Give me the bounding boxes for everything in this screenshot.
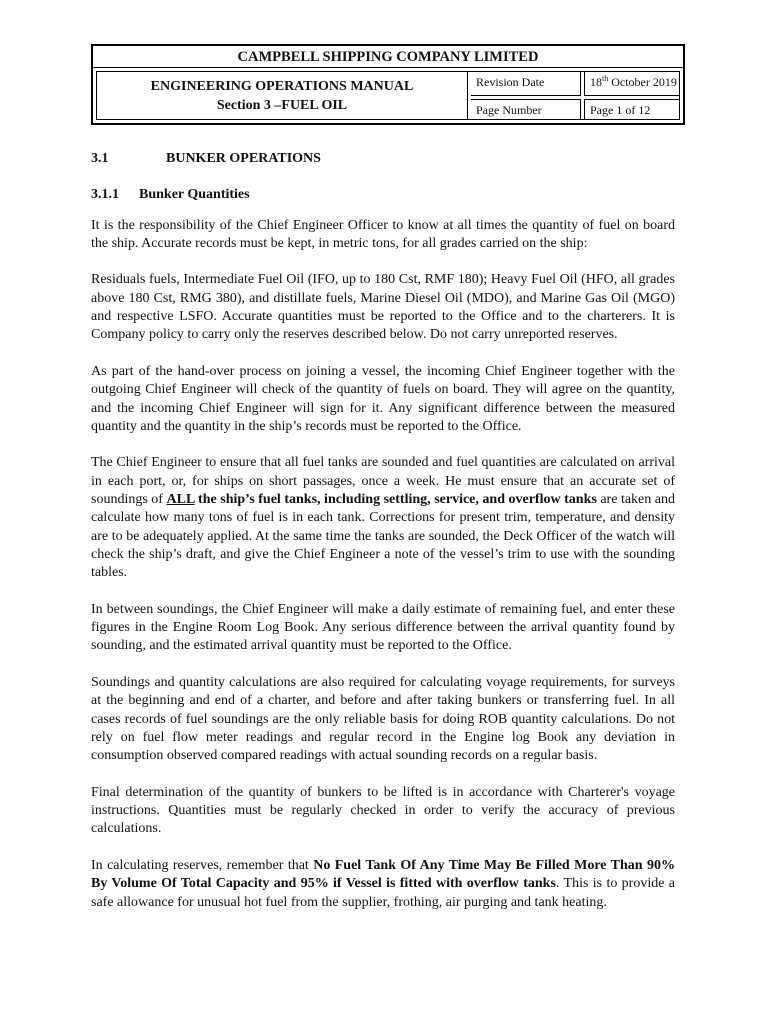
document-header <box>91 44 685 125</box>
paragraph: In calculating reserves, remember that No Fuel Tank Of Any Time May Be Filled More Than 90% By Volume Of Total Capacity and 95% if Vessel is fitted with overflow tanks. This is to provide a safe allowance for unusual hot fuel from the supplier, frothing, air purging and tank heating. <box>91 857 676 910</box>
manual-title: ENGINEERING OPERATIONS MANUAL <box>150 78 414 94</box>
section-heading: 3.1 BUNKER OPERATIONS <box>91 151 321 166</box>
emphasis-all: ALL <box>166 492 195 508</box>
paragraph: The Chief Engineer to ensure that all fuel tanks are sounded and fuel quantities are calculated on arrival in each port, or, for ships on short passages, once a week. He must ensure that an accurate set of soundings of ALL the ship’s fuel tanks, including settling, service, and overflow tanks are taken and calculate how many tons of fuel is in each tank. Corrections for present trim, temperature, and density are to be adequately applied. At the same time the tanks are sounded, the Deck Officer of the watch will check the ship’s draft, and give the Chief Engineer a note of the vessel’s trim to use with the sounding tables. <box>91 455 676 581</box>
section-title: Section 3 –FUEL OIL <box>216 97 348 113</box>
revision-date-value: 18th October 2019 <box>584 72 679 96</box>
page-number-value: Page 1 of 12 <box>584 99 679 119</box>
subsection-heading: 3.1.1 Bunker Quantities <box>91 187 250 203</box>
page-number-label: Page Number <box>471 99 581 119</box>
header-table <box>96 71 680 120</box>
paragraph: Residuals fuels, Intermediate Fuel Oil (IFO, up to 180 Cst, RMF 180); Heavy Fuel Oil (HFO, all grades above 180 Cst, RMG 380), and distillate fuels, Marine Diesel Oil (MDO), and Marine Gas Oil (MGO) and respective LSFO. Accurate quantities must be reported to the Office and to the charterers. It is Company policy to carry only the reserves described below. Do not carry unreported reserves. <box>91 272 675 343</box>
emphasis-fill-limit: No Fuel Tank Of Any Time May Be Filled More Than 90% By Volume Of Total Capacity and 95% if Vessel is fitted with overflow tanks <box>91 857 675 892</box>
paragraph: Final determination of the quantity of bunkers to be lifted is in accordance with Charterer's voyage instructions. Quantities must be regularly checked in order to verify the accuracy of previous calculations. <box>91 784 675 837</box>
emphasis-tanks: the ship’s fuel tanks, including settling, service, and overflow tanks <box>194 492 597 508</box>
revision-date-label: Revision Date <box>471 72 581 96</box>
paragraph: In between soundings, the Chief Engineer will make a daily estimate of remaining fuel, and enter these figures in the Engine Room Log Book. Any serious difference between the arrival quantity found by sounding, and the estimated arrival quantity must be reported to the Office. <box>91 601 675 654</box>
paragraph: As part of the hand-over process on joining a vessel, the incoming Chief Engineer together with the outgoing Chief Engineer will check of the quantity of fuels on board. They will agree on the quantity, and the incoming Chief Engineer will sign for it. Any significant difference between the measured quantity and the quantity in the ship’s records must be reported to the Office. <box>91 363 675 434</box>
document-body <box>91 150 675 930</box>
paragraph: Soundings and quantity calculations are also required for calculating voyage requirements, for surveys at the beginning and end of a charter, and before and after taking bunkers or transferring fuel. In all cases records of fuel soundings are the only reliable basis for doing ROB quantity calculations. Do not rely on fuel flow meter readings and regular record in the Engine log Book any deviation in consumption observed compared readings with actual sounding records on a regular basis. <box>91 675 675 764</box>
paragraph: It is the responsibility of the Chief Engineer Officer to know at all times the quantity of fuel on board the ship. Accurate records must be kept, in metric tons, for all grades carried on the ship: <box>91 217 675 251</box>
manual-title-cell <box>97 72 468 119</box>
company-name: CAMPBELL SHIPPING COMPANY LIMITED <box>93 46 683 68</box>
